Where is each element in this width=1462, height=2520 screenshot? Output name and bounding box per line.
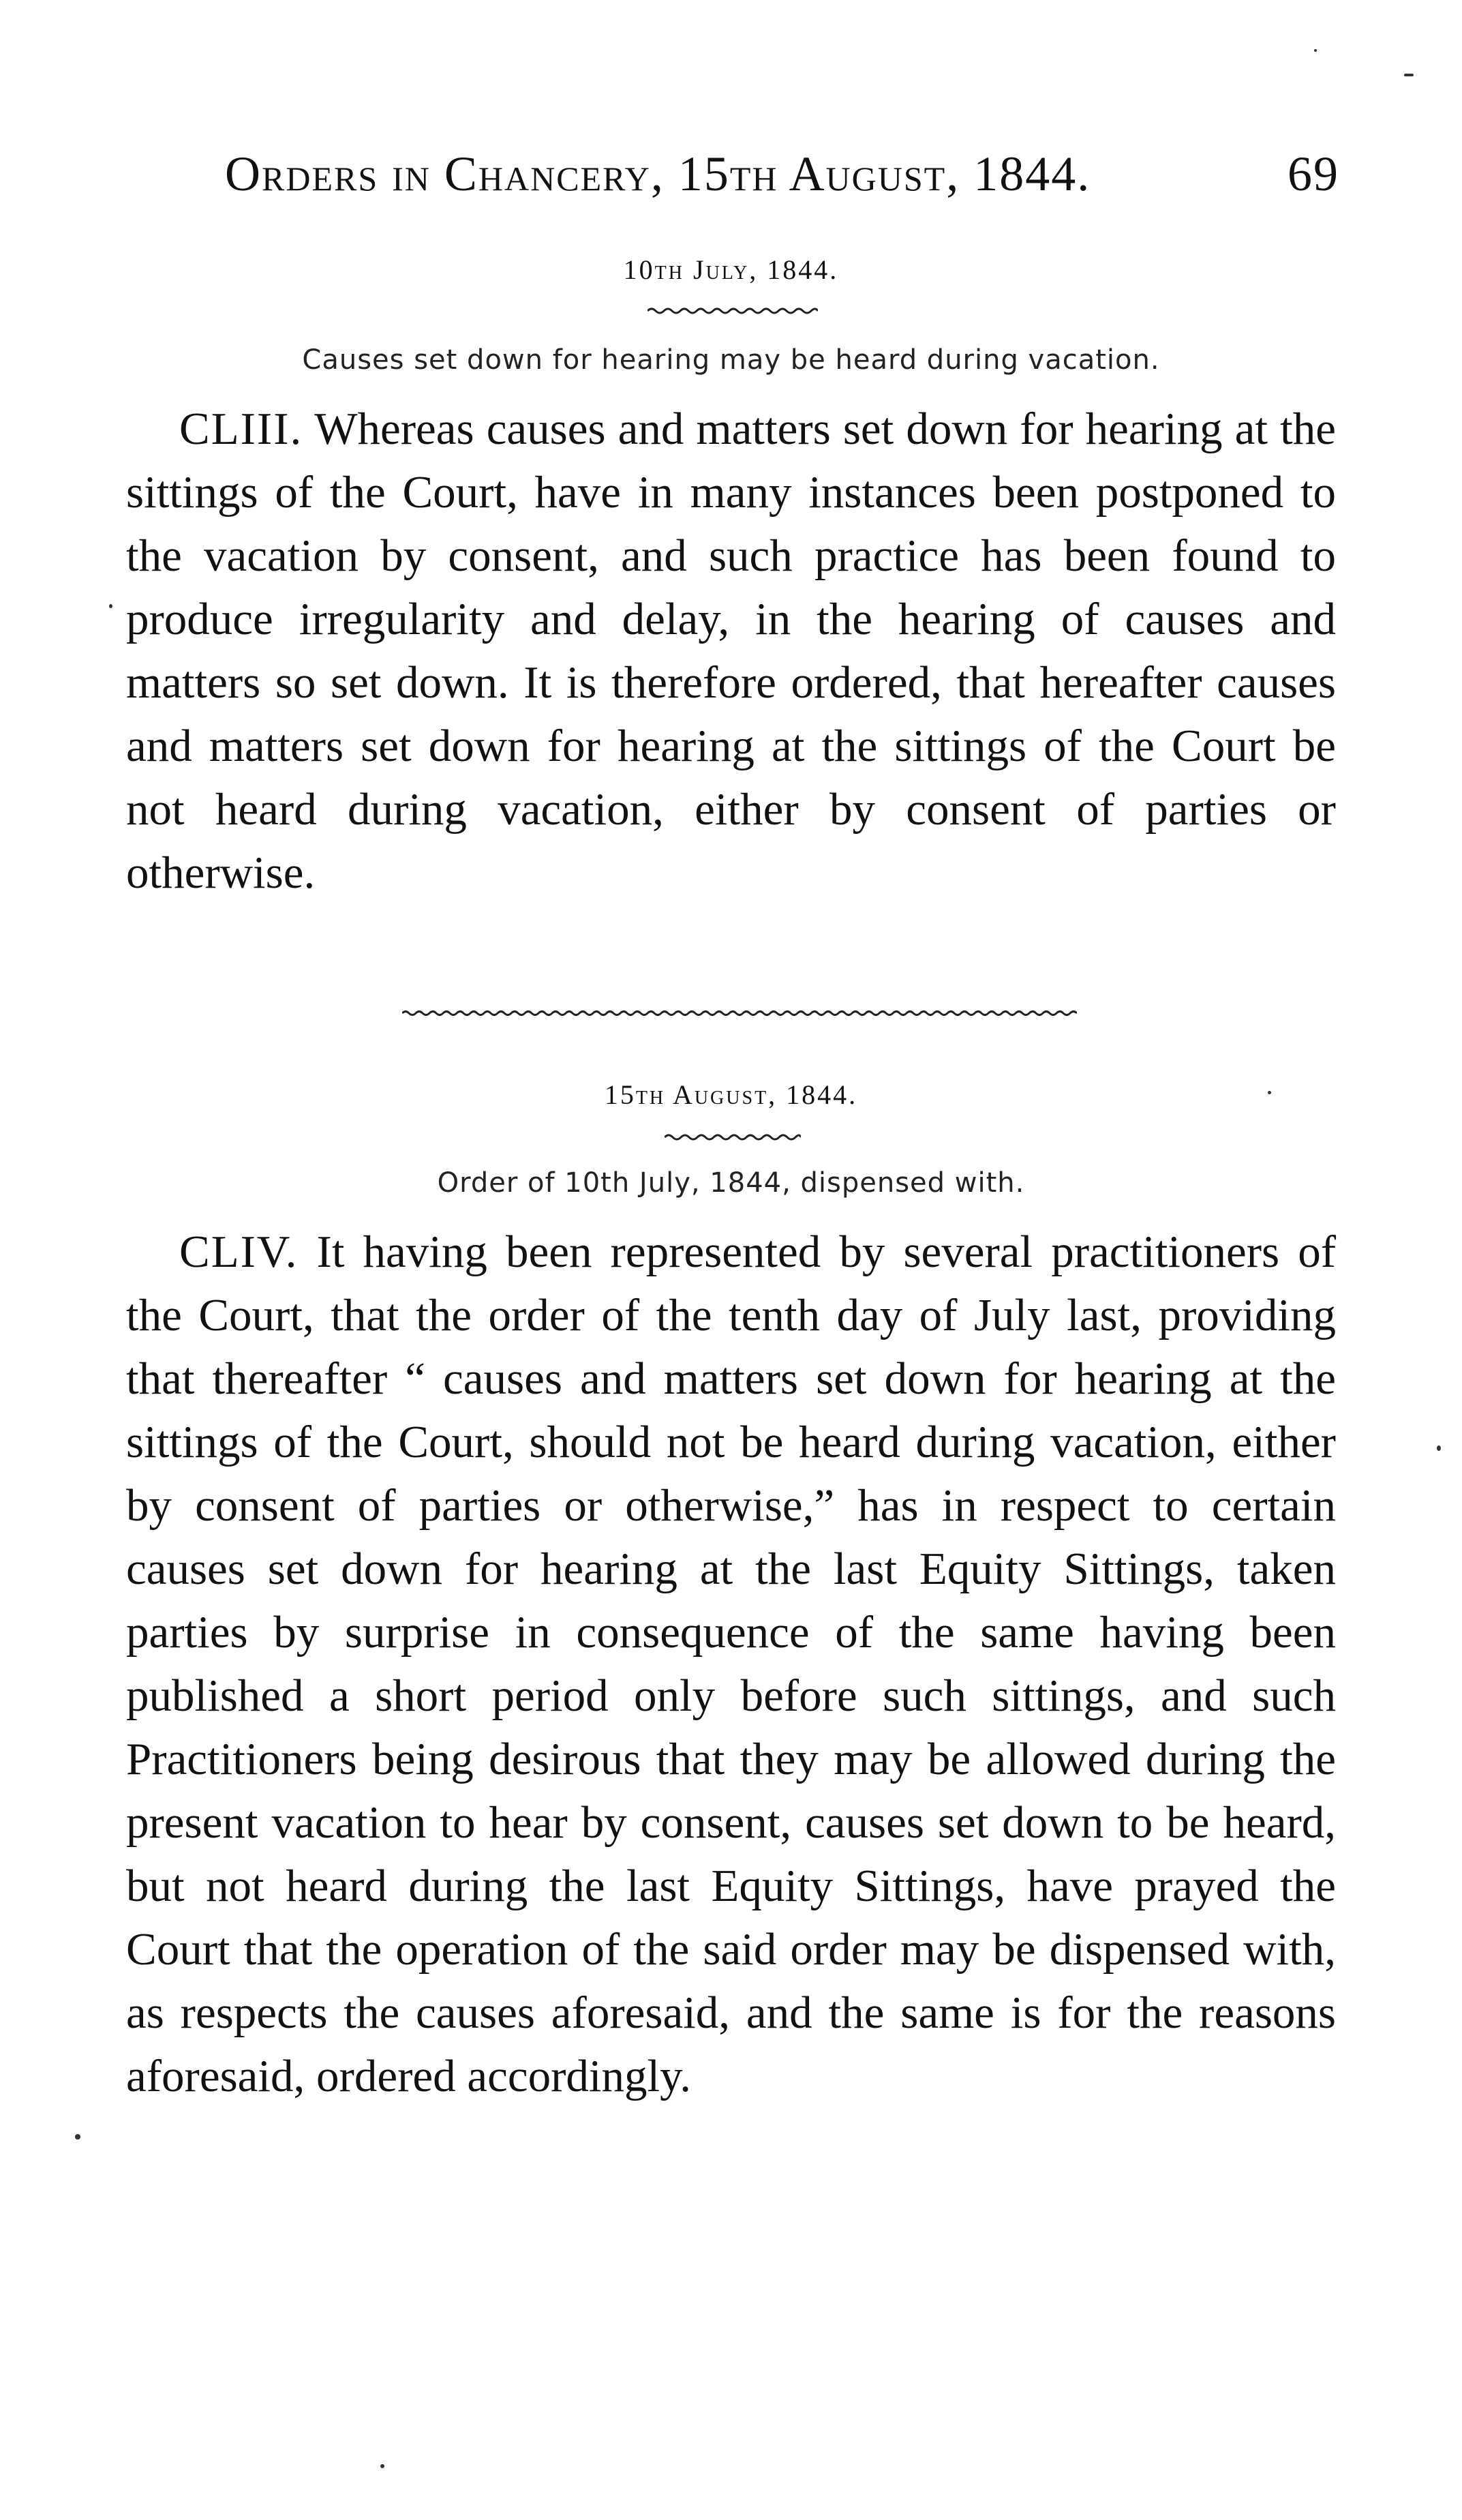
order-1-marginal-note: Causes set down for hearing may be heard during vacation.	[302, 344, 1160, 376]
scan-speck	[1437, 1445, 1441, 1451]
scan-speck	[75, 2134, 80, 2140]
order-2-paragraph	[126, 1220, 1336, 2108]
scan-speck	[109, 604, 112, 608]
page-number: 69	[1288, 147, 1339, 201]
running-head-title: Orders in Chancery, 15th August, 1844.	[225, 147, 1091, 201]
order-1-text: Whereas causes and matters set down for hearing at the sittings of the Court, have in many instances been postponed to the vacation by consent, and such practice has been found to produce irregularity and delay, in the hearing of causes and matters so set down. It is therefore ordered, that hereafter causes and matters set down for hearing at the sittings of the Court be not heard during vacation, either by consent of parties or otherwise.	[126, 404, 1336, 898]
section-divider	[402, 1008, 1077, 1019]
scan-speck	[1404, 74, 1414, 76]
order-1-date: 10th July, 1844.	[623, 254, 839, 285]
running-head	[123, 136, 1339, 211]
scan-speck	[380, 2464, 384, 2468]
order-2-number: CLIV.	[179, 1227, 299, 1277]
order-1-date-ornament	[648, 305, 818, 316]
order-2-date: 15th August, 1844.	[604, 1079, 858, 1110]
order-1-number: CLIII.	[179, 404, 303, 454]
order-1-paragraph	[126, 397, 1336, 905]
scan-speck	[1314, 49, 1317, 52]
order-2-date-ornament	[665, 1132, 801, 1143]
scan-speck	[1268, 1091, 1271, 1094]
order-2-marginal-note: Order of 10th July, 1844, dispensed with.	[437, 1167, 1025, 1199]
order-2-text: It having been represented by several practitioners of the Court, that the order of the tenth day of July last, providing that thereafter “ causes and matters set down for hearing at the sittings of the Court, should not be heard during vacation, either by consent of parties or otherwise,” has in respect to certain causes set down for hearing at the last Equity Sittings, taken parties by surprise in consequence of the same having been published a short period only before such sittings, and such Practitioners being desirous that they may be allowed during the present vacation to hear by consent, causes set down to be heard, but not heard during the last Equity Sittings, have prayed the Court that the operation of the said order may be dispensed with, as respects the causes aforesaid, and the same is for the reasons aforesaid, ordered accordingly.	[126, 1227, 1337, 2101]
